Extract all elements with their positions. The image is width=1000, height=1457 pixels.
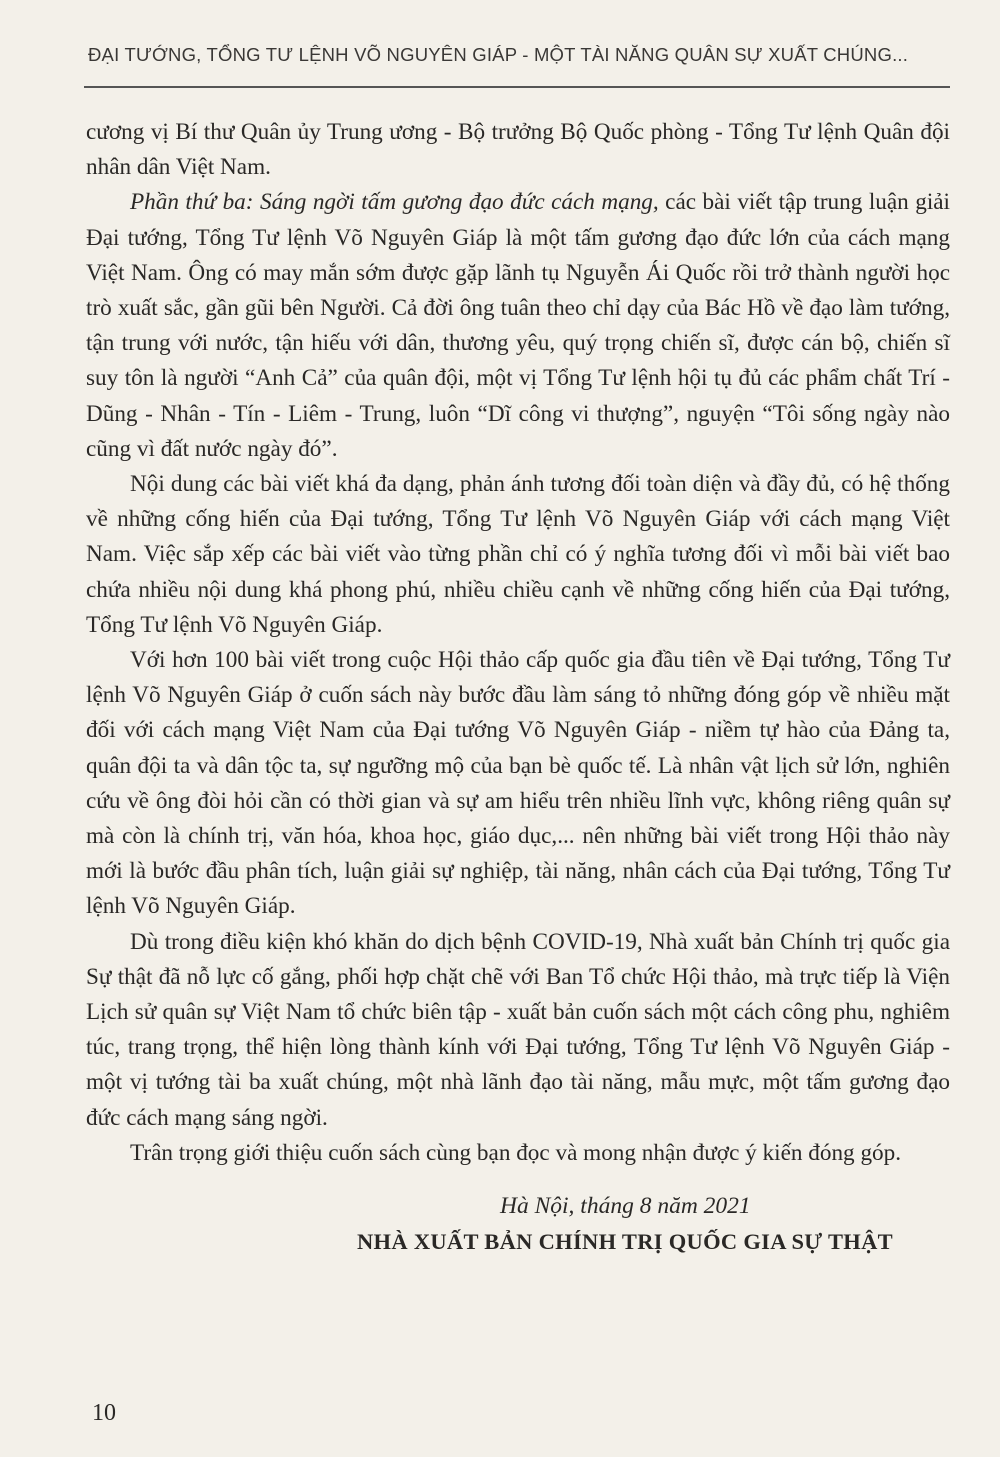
paragraph-2 (86, 185, 950, 467)
page-number: 10 (92, 1400, 116, 1426)
page-body (86, 115, 950, 1171)
paragraph-1 (86, 115, 950, 185)
header-rule (84, 86, 950, 88)
paragraph-5 (86, 925, 950, 1136)
running-header: ĐẠI TƯỚNG, TỔNG TƯ LỆNH VÕ NGUYÊN GIÁP - MỘT TÀI NĂNG QUÂN SỰ XUẤT CHÚNG... (88, 44, 909, 65)
paragraph-3-text: Nội dung các bài viết khá đa dạng, phản ánh tương đối toàn diện và đầy đủ, có hệ thống về những cống hiến của Đại tướng, Tổng Tư lệnh Võ Nguyên Giáp với cách mạng Việt Nam. Việc sắp xếp các bài viết vào từng phần chỉ có ý nghĩa tương đối vì mỗi bài viết bao chứa nhiều nội dung khá phong phú, nhiều chiều cạnh về những cống hiến của Đại tướng, Tổng Tư lệnh Võ Nguyên Giáp. (86, 471, 950, 638)
paragraph-5-text: Dù trong điều kiện khó khăn do dịch bệnh COVID-19, Nhà xuất bản Chính trị quốc gia Sự thật đã nỗ lực cố gắng, phối hợp chặt chẽ với Ban Tổ chức Hội thảo, mà trực tiếp là Viện Lịch sử quân sự Việt Nam tổ chức biên tập - xuất bản cuốn sách một cách công phu, nghiêm túc, trang trọng, thể hiện lòng thành kính với Đại tướng, Tổng Tư lệnh Võ Nguyên Giáp - một vị tướng tài ba xuất chúng, một nhà lãnh đạo tài năng, mẫu mực, một tấm gương đạo đức cách mạng sáng ngời. (86, 928, 950, 1131)
paragraph-1-text: cương vị Bí thư Quân ủy Trung ương - Bộ trưởng Bộ Quốc phòng - Tổng Tư lệnh Quân đội nhân dân Việt Nam. (86, 119, 950, 181)
signature-publisher: NHÀ XUẤT BẢN CHÍNH TRỊ QUỐC GIA SỰ THẬT (357, 1229, 893, 1254)
paragraph-2-text: các bài viết tập trung luận giải Đại tướng, Tổng Tư lệnh Võ Nguyên Giáp là một tấm gương đạo đức lớn của cách mạng Việt Nam. Ông có may mắn sớm được gặp lãnh tụ Nguyễn Ái Quốc rồi trở thành người học trò xuất sắc, gần gũi bên Người. Cả đời ông tuân theo chỉ dạy của Bác Hồ về đạo làm tướng, tận trung với nước, tận hiếu với dân, thương yêu, quý trọng chiến sĩ, được cán bộ, chiến sĩ suy tôn là người “Anh Cả” của quân đội, một vị Tổng Tư lệnh hội tụ đủ các phẩm chất Trí - Dũng - Nhân - Tín - Liêm - Trung, luôn “Dĩ công vi thượng”, nguyện “Tôi sống ngày nào cũng vì đất nước ngày đó”. (86, 189, 950, 462)
paragraph-6-text: Trân trọng giới thiệu cuốn sách cùng bạn đọc và mong nhận được ý kiến đóng góp. (130, 1139, 902, 1166)
paragraph-4 (86, 643, 950, 925)
paragraph-4-text: Với hơn 100 bài viết trong cuộc Hội thảo cấp quốc gia đầu tiên về Đại tướng, Tổng Tư lệnh Võ Nguyên Giáp ở cuốn sách này bước đầu làm sáng tỏ những đóng góp về nhiều mặt đối với cách mạng Việt Nam của Đại tướng Võ Nguyên Giáp - niềm tự hào của Đảng ta, quân đội ta và dân tộc ta, sự ngưỡng mộ của bạn bè quốc tế. Là nhân vật lịch sử lớn, nghiên cứu về ông đòi hỏi cần có thời gian và sự am hiểu trên nhiều lĩnh vực, không riêng quân sự mà còn là chính trị, văn hóa, khoa học, giáo dục,... nên những bài viết trong Hội thảo này mới là bước đầu phân tích, luận giải sự nghiệp, tài năng, nhân cách của Đại tướng, Tổng Tư lệnh Võ Nguyên Giáp. (86, 647, 950, 920)
paragraph-3 (86, 467, 950, 643)
signature-date: Hà Nội, tháng 8 năm 2021 (500, 1193, 751, 1219)
paragraph-6 (86, 1136, 950, 1171)
paragraph-2-italic-lead: Phần thứ ba: Sáng ngời tấm gương đạo đức cách mạng, (130, 189, 659, 216)
